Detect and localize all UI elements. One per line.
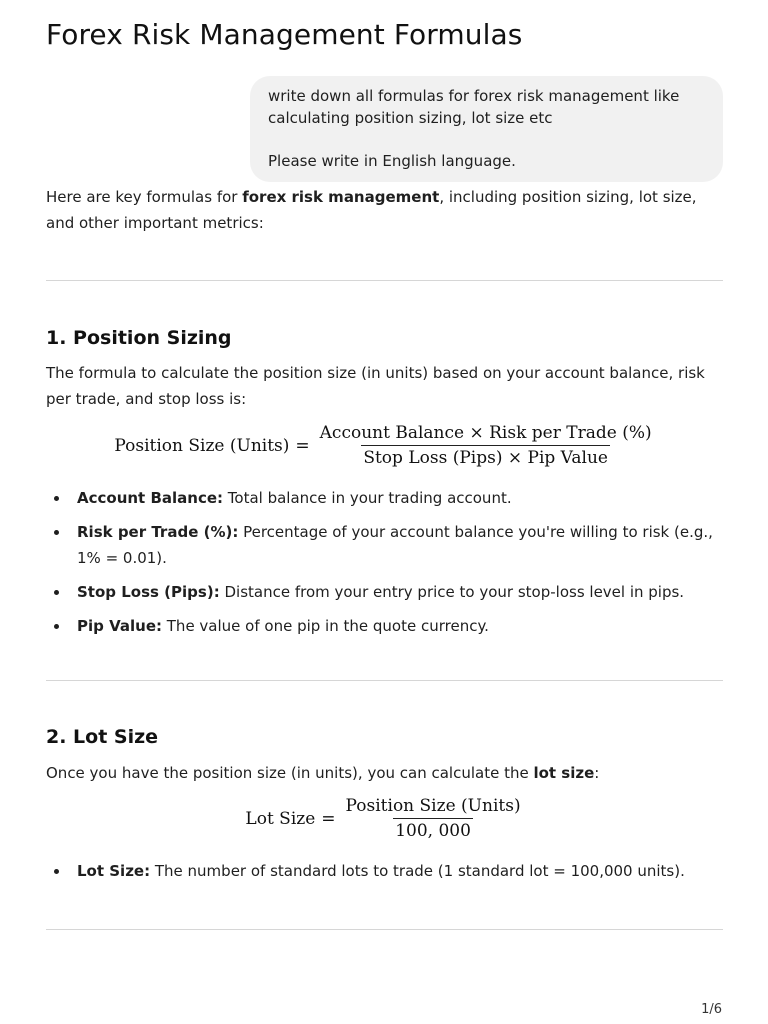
formula-lhs: Lot Size xyxy=(245,808,316,829)
formula-lhs: Position Size (Units) xyxy=(114,435,290,456)
bullet-desc: Distance from your entry price to your stop-loss level in pips. xyxy=(219,583,685,601)
formula-denominator: Stop Loss (Pips) × Pip Value xyxy=(361,445,610,468)
bullet-term: Account Balance: xyxy=(77,489,224,507)
list-item xyxy=(46,613,722,639)
bullet-term: Pip Value: xyxy=(77,617,162,635)
list-item xyxy=(46,519,722,571)
bullet-icon xyxy=(54,624,59,629)
divider xyxy=(46,280,723,281)
bullet-term: Stop Loss (Pips): xyxy=(77,583,220,601)
bullet-desc: Total balance in your trading account. xyxy=(223,489,512,507)
bullet-desc: The number of standard lots to trade (1 standard lot = 100,000 units). xyxy=(150,862,685,880)
intro-paragraph xyxy=(46,184,722,236)
formula-fraction xyxy=(318,423,654,468)
lot-size-bullet-list xyxy=(46,858,722,892)
divider xyxy=(46,680,723,681)
position-sizing-description: The formula to calculate the position size (in units) based on your account balance, risk per trade, and stop loss is: xyxy=(46,364,705,408)
intro-text-post: , including position sizing, lot size, and other important metrics: xyxy=(46,188,697,232)
lot-size-description xyxy=(46,760,722,786)
bullet-desc: Percentage of your account balance you're willing to risk (e.g., 1% = 0.01). xyxy=(77,523,713,567)
formula-fraction xyxy=(344,796,523,841)
bullet-icon xyxy=(54,530,59,535)
bullet-icon xyxy=(54,496,59,501)
user-message-line-2: Please write in English language. xyxy=(268,152,516,170)
user-message-line-1: write down all formulas for forex risk management like calculating position sizing, lot size etc xyxy=(268,87,680,127)
page-indicator: 1/6 xyxy=(701,1002,722,1017)
formula-denominator: 100, 000 xyxy=(393,818,473,841)
user-message-bubble xyxy=(250,76,723,182)
formula-equals: = xyxy=(295,435,310,456)
list-item xyxy=(46,485,722,511)
intro-text-bold: forex risk management xyxy=(242,188,440,206)
lot-size-formula xyxy=(0,796,768,841)
intro-text-pre: Here are key formulas for xyxy=(46,188,243,206)
divider xyxy=(46,929,723,930)
list-item xyxy=(46,579,722,605)
bullet-icon xyxy=(54,590,59,595)
formula-equals: = xyxy=(321,808,336,829)
lot-size-text-post: : xyxy=(594,764,600,782)
lot-size-text-bold: lot size xyxy=(533,764,595,782)
bullet-term: Risk per Trade (%): xyxy=(77,523,239,541)
bullet-desc: The value of one pip in the quote currency. xyxy=(162,617,489,635)
position-sizing-bullet-list xyxy=(46,485,722,647)
section-heading-lot-size: 2. Lot Size xyxy=(46,726,159,748)
list-item xyxy=(46,858,722,884)
position-size-formula xyxy=(0,423,768,468)
section-heading-position-sizing: 1. Position Sizing xyxy=(46,327,232,349)
page-title: Forex Risk Management Formulas xyxy=(46,18,523,51)
bullet-term: Lot Size: xyxy=(77,862,151,880)
formula-numerator: Position Size (Units) xyxy=(345,796,521,816)
lot-size-text-pre: Once you have the position size (in units), you can calculate the xyxy=(46,764,534,782)
formula-numerator: Account Balance × Risk per Trade (%) xyxy=(319,423,652,443)
bullet-icon xyxy=(54,869,59,874)
